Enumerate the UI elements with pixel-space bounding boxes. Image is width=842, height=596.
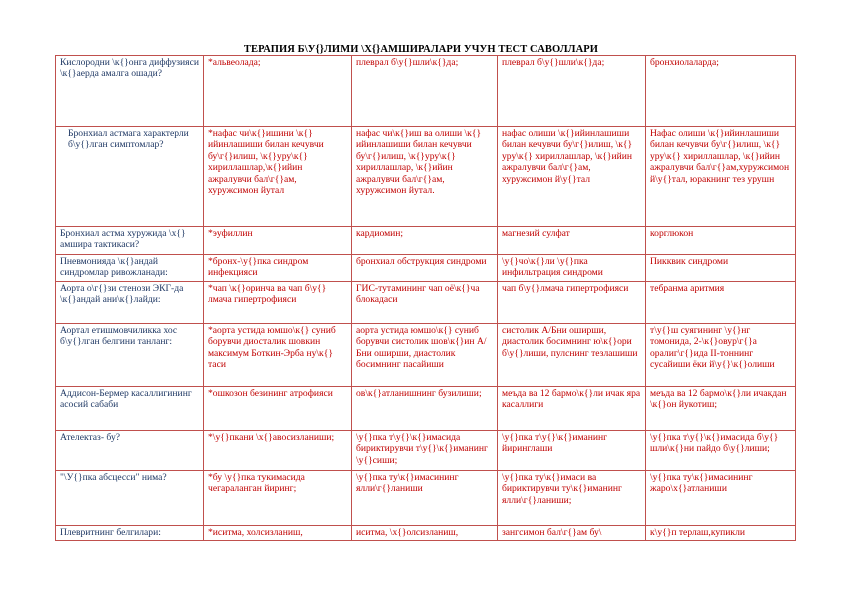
answer-cell: *бронх-\у{}пка синдром инфекцияси [204, 255, 352, 282]
answer-cell: систолик А/Бни оширши, диастолик босимнинг ю\к{}ори б\у{}лиши, пулснинг тезлашиши [498, 324, 646, 387]
answer-cell: кардиомин; [352, 227, 498, 255]
test-questions-table [55, 55, 796, 541]
answer-cell: *аорта устида юмшо\к{} суниб борувчи диосталик шовкин максимум Боткин-Эрба ну\к{}таси [204, 324, 352, 387]
table-row [56, 255, 796, 282]
question-cell: Кислородни \к{}онга диффузияси \к{}аерда амалга ошади? [56, 56, 204, 127]
answer-cell: нафас чи\к{}иш ва олиши \к{}ийинлашиши билан кечувчи бу\г{}илиш, \к{}уру\к{} хириллашлар, \к{}ийин ажралувчи бал\г{}ам, хуружсимон йутал. [352, 127, 498, 227]
answer-cell: *ошкозон безининг атрофияси [204, 387, 352, 431]
table-row [56, 431, 796, 471]
question-cell: "\У{}пка абсцесси" нима? [56, 471, 204, 526]
table-row [56, 227, 796, 255]
answer-cell: *нафас чи\к{}ишини \к{}ийинлашиши билан кечувчи бу\г{}илиш, \к{}уру\к{} хириллашлар,\к{}ийин ажралувчи бал\г{}ам, хуружсимон йутал [204, 127, 352, 227]
question-cell: Аортал етишмовчиликка хос б\у{}лган белгини танланг: [56, 324, 204, 387]
answer-cell: \у{}пка ту\к{}имасининг ялли\г{}ланиши [352, 471, 498, 526]
table-row [56, 387, 796, 431]
table-row [56, 282, 796, 324]
answer-cell: Пикквик синдроми [646, 255, 796, 282]
question-cell: Бронхиал астма хуружида \х{}амшира тактикаси? [56, 227, 204, 255]
answer-cell: бронхиолаларда; [646, 56, 796, 127]
answer-cell: *бу \у{}пка тукимасида чегараланган йиринг; [204, 471, 352, 526]
answer-cell: иситма, \х{}олсизланиш, [352, 526, 498, 541]
answer-cell: *иситма, холсизланиш, [204, 526, 352, 541]
answer-cell: \у{}пка ту\к{}имасининг жаро\х{}атланиши [646, 471, 796, 526]
answer-cell: аорта устида юмшо\к{} суниб борувчи систолик шов\к{}ин А/Бни оширши, диастолик босимнинг пасайиши [352, 324, 498, 387]
table-row [56, 471, 796, 526]
answer-cell: *альвеолада; [204, 56, 352, 127]
answer-cell: плеврал б\у{}шли\к{}да; [498, 56, 646, 127]
question-cell: Плевритнинг белгилари: [56, 526, 204, 541]
question-cell: Ателектаз- бу? [56, 431, 204, 471]
answer-cell: \у{}пка т\у{}\к{}имасида б\у{}шли\к{}ни пайдо б\у{}лиши; [646, 431, 796, 471]
answer-cell: \у{}чо\к{}ли \у{}пка инфильтрация синдроми [498, 255, 646, 282]
answer-cell: ов\к{}атланишнинг бузилиши; [352, 387, 498, 431]
answer-cell: *\у{}пкани \х{}авосизланиши; [204, 431, 352, 471]
question-cell: Аорта о\г{}зи стенози ЭКГ-да \к{}андай ани\к{}лайди: [56, 282, 204, 324]
answer-cell: чап б\у{}лмача гипертрофияси [498, 282, 646, 324]
answer-cell: \у{}пка т\у{}\к{}иманинг йиринглаши [498, 431, 646, 471]
answer-cell: \у{}пка ту\к{}имаси ва бириктирувчи ту\к{}иманинг ялли\г{}ланиши; [498, 471, 646, 526]
answer-cell: \у{}пка т\у{}\к{}имасида бириктирувчи т\у{}\к{}иманинг \у{}сиши; [352, 431, 498, 471]
answer-cell: магнезий сулфат [498, 227, 646, 255]
document-title: ТЕРАПИЯ Б\У{}ЛИМИ \Х{}АМШИРАЛАРИ УЧУН ТЕСТ САВОЛЛАРИ [243, 44, 599, 55]
answer-cell: зангсимон бал\г{}ам бу\ [498, 526, 646, 541]
question-cell: Пневмонияда \к{}андай синдромлар ривожланади: [56, 255, 204, 282]
question-cell: Аддисон-Бермер касаллигининг асосий сабаби [56, 387, 204, 431]
answer-cell: корглюкон [646, 227, 796, 255]
answer-cell: т\у{}ш суягининг \у{}нг томонида, 2-\к{}овур\г{}а оралиг\г{}ида II-тоннинг сусайиши ёки й\у{}\к{}олиши [646, 324, 796, 387]
answer-cell: Нафас олиши \к{}ийинлашиши билан кечувчи бу\г{}илиш, \к{}уру\к{} хириллашлар, \к{}ийин ажралувчи бал\г{}ам,хуружсимон й\у{}тал, юракнинг тез урушн [646, 127, 796, 227]
answer-cell: *эуфиллин [204, 227, 352, 255]
table-row [56, 324, 796, 387]
table-row [56, 127, 796, 227]
question-cell: Бронхиал астмага характерли б\у{}лган симптомлар? [56, 127, 204, 227]
answer-cell: к\у{}п терлаш,купикли [646, 526, 796, 541]
table-row [56, 56, 796, 127]
table-row [56, 526, 796, 541]
answer-cell: меъда ва 12 бармо\к{}ли ичакдан \к{}он йукотиш; [646, 387, 796, 431]
answer-cell: меъда ва 12 бармо\к{}ли ичак яра касаллиги [498, 387, 646, 431]
answer-cell: ГИС-тутамининг чап оё\к{}ча блокадаси [352, 282, 498, 324]
answer-cell: нафас олиши \к{}ийинлашиши билан кечувчи бу\г{}илиш, \к{}уру\к{} хириллашлар, \к{}ийин ажралувчи бал\г{}ам, хуружсимон й\у{}тал [498, 127, 646, 227]
answer-cell: тебранма аритмия [646, 282, 796, 324]
answer-cell: *чап \к{}оринча ва чап б\у{}лмача гипертрофияси [204, 282, 352, 324]
answer-cell: бронхиал обструкция синдроми [352, 255, 498, 282]
answer-cell: плеврал б\у{}шли\к{}да; [352, 56, 498, 127]
